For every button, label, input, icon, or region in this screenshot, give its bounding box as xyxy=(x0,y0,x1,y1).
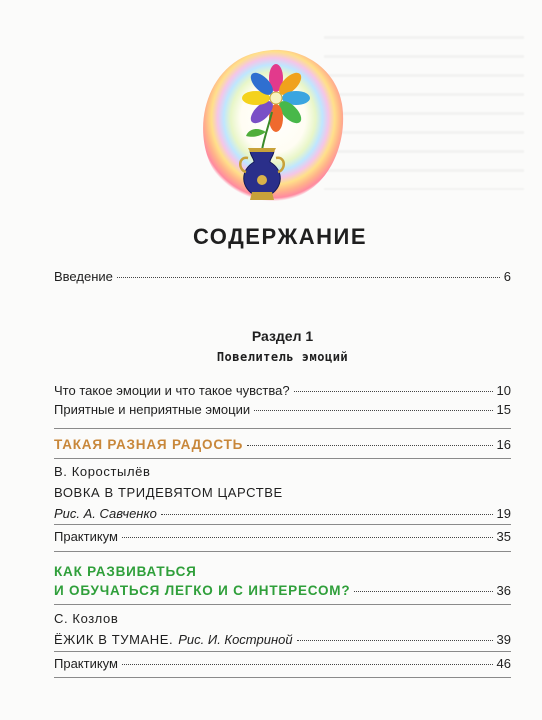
work-title: ЁЖИК В ТУМАНЕ. xyxy=(54,632,174,647)
toc-entry-practicum[interactable] xyxy=(54,528,511,546)
divider xyxy=(54,458,511,459)
dot-leader xyxy=(297,640,493,641)
toc-entry-page: 6 xyxy=(503,269,511,284)
toc-entry-label: Введение xyxy=(54,269,113,284)
section-header xyxy=(54,328,511,364)
dot-leader xyxy=(294,391,493,392)
divider xyxy=(54,677,511,678)
dot-leader xyxy=(161,514,493,515)
divider xyxy=(54,604,511,605)
chapter-title: ТАКАЯ РАЗНАЯ РАДОСТЬ xyxy=(54,437,244,452)
work-entry-yozhik[interactable] xyxy=(54,610,511,649)
toc-entry-page: 10 xyxy=(496,383,511,398)
toc-entry-page: 35 xyxy=(496,529,511,544)
toc-entry-page: 19 xyxy=(496,506,511,521)
show-through-texture xyxy=(324,20,524,190)
toc-entry-label: Практикум xyxy=(54,656,118,671)
toc-entry-practicum[interactable] xyxy=(54,655,511,673)
toc-entry-label: Что такое эмоции и что такое чувства? xyxy=(54,383,290,398)
section-name: Повелитель эмоций xyxy=(216,350,349,364)
work-author: С. Козлов xyxy=(54,611,119,626)
divider xyxy=(54,551,511,552)
dot-leader xyxy=(122,664,493,665)
divider xyxy=(54,651,511,652)
dot-leader xyxy=(354,591,492,592)
toc-entry-page: 39 xyxy=(496,632,511,647)
toc-entry-chapter2[interactable] xyxy=(54,562,511,600)
flower-vase-emblem-icon xyxy=(198,46,346,214)
toc-entry-page: 46 xyxy=(496,656,511,671)
page-title: СОДЕРЖАНИЕ xyxy=(192,224,368,249)
dot-leader xyxy=(247,445,492,446)
divider xyxy=(54,524,511,525)
toc-entry-page: 36 xyxy=(496,583,511,598)
work-illustrator: Рис. А. Савченко xyxy=(54,506,157,521)
toc-entry-label: Практикум xyxy=(54,529,118,544)
toc-entry-page: 16 xyxy=(496,437,511,452)
dot-leader xyxy=(117,277,500,278)
toc-entry-section-item[interactable] xyxy=(54,382,511,400)
toc-entry-page: 15 xyxy=(496,402,511,417)
toc-entry-section-item[interactable] xyxy=(54,401,511,419)
chapter-title-line2: И ОБУЧАТЬСЯ ЛЕГКО И С ИНТЕРЕСОМ? xyxy=(54,583,351,598)
work-author: В. Коростылёв xyxy=(54,464,151,479)
work-title: ВОВКА В ТРИДЕВЯТОМ ЦАРСТВЕ xyxy=(54,485,283,500)
dot-leader xyxy=(122,537,493,538)
work-entry-vovka[interactable] xyxy=(54,463,511,523)
work-illustrator: Рис. И. Костриной xyxy=(178,632,293,647)
toc-entry-label: Приятные и неприятные эмоции xyxy=(54,402,251,417)
section-number: Раздел 1 xyxy=(251,328,314,344)
dot-leader xyxy=(254,410,492,411)
divider xyxy=(54,428,511,429)
toc-entry-intro[interactable] xyxy=(54,268,511,286)
chapter-title-line1: КАК РАЗВИВАТЬСЯ xyxy=(54,564,197,579)
toc-entry-chapter1[interactable] xyxy=(54,436,511,454)
